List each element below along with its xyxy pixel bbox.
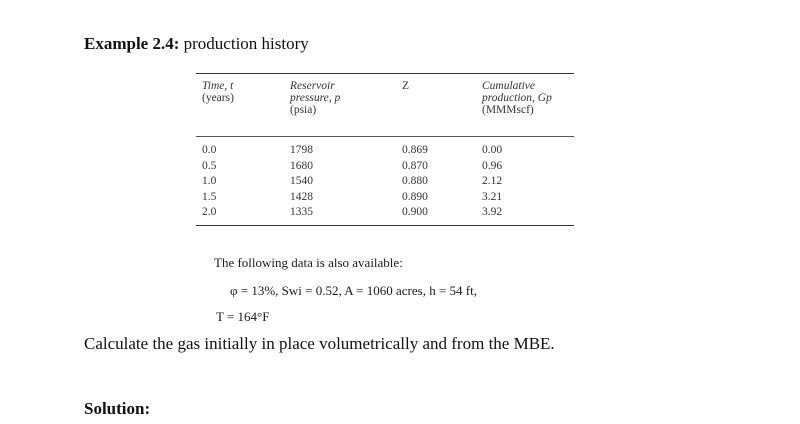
question-text: Calculate the gas initially in place volumetrically and from the MBE.	[84, 334, 555, 353]
cell-pressure: 1680	[290, 159, 313, 172]
cell-pressure: 1540	[290, 175, 313, 188]
cell-time: 2.0	[202, 206, 217, 219]
cell-time: 0.0	[202, 144, 217, 156]
header-time: Time, t (years)	[202, 80, 234, 104]
table-header	[196, 74, 574, 136]
cell-pressure: 1798	[290, 144, 313, 156]
column-pressure	[290, 143, 313, 221]
cell-z: 0.870	[402, 159, 428, 172]
cell-z: 0.869	[402, 144, 428, 156]
cell-time: 1.0	[202, 175, 217, 188]
header-pressure: Reservoir pressure, p (psia)	[290, 80, 341, 116]
example-number: Example 2.4:	[84, 34, 180, 53]
column-gp	[482, 143, 502, 221]
column-time	[202, 143, 216, 221]
table-body	[196, 137, 574, 225]
cell-pressure: 1428	[290, 190, 313, 203]
solution-label: Solution:	[84, 399, 151, 418]
example-title-text: production history	[179, 34, 309, 53]
cell-gp: 2.12	[482, 175, 503, 188]
header-cumulative-production: Cumulative production, Gp (MMMscf)	[482, 80, 552, 116]
cell-z: 0.900	[402, 206, 428, 219]
cell-gp: 3.21	[482, 190, 503, 203]
example-title	[84, 34, 309, 54]
cell-z: 0.890	[402, 190, 428, 203]
cell-time: 0.5	[202, 159, 217, 172]
table-bottom-rule	[196, 225, 574, 226]
column-z	[402, 143, 428, 221]
production-history-table	[196, 73, 574, 226]
cell-gp: 3.92	[482, 206, 503, 219]
cell-z: 0.880	[402, 175, 428, 188]
cell-gp: 0.96	[482, 159, 503, 172]
given-data-line-1: φ = 13%, Swi = 0.52, A = 1060 acres, h = 54 ft,	[230, 283, 477, 298]
cell-gp: 0.00	[482, 144, 503, 156]
header-z: Z	[402, 80, 410, 92]
given-data-intro: The following data is also available:	[214, 255, 403, 270]
cell-time: 1.5	[202, 190, 217, 203]
cell-pressure: 1335	[290, 206, 313, 219]
given-data-line-2: T = 164°F	[216, 309, 270, 324]
